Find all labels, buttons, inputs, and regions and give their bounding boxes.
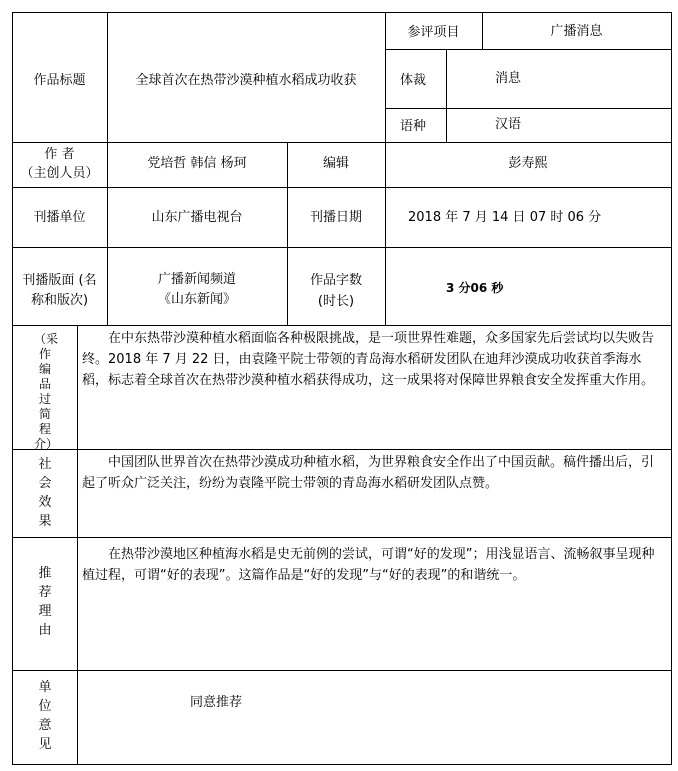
language-label: 语种 <box>400 119 427 134</box>
effect-label: 社会效果 <box>38 457 52 529</box>
length-label: 作品字数 <box>309 273 362 288</box>
table-line <box>12 449 672 450</box>
table-line <box>77 325 78 764</box>
title-value: 全球首次在热带沙漠种植水稻成功收获 <box>135 73 357 88</box>
genre-label: 体裁 <box>400 73 427 88</box>
opinion-label: 单位意见 <box>38 680 52 752</box>
edition-label: 刊播版面 (名 <box>22 273 97 288</box>
edition-value-sub: 《山东新闻》 <box>157 292 236 307</box>
language-value: 汉语 <box>495 117 522 132</box>
opinion-text: 同意推荐 <box>190 695 243 710</box>
process-text: 在中东热带沙漠种植水稻面临各种极限挑战，是一项世界性难题，众多国家先后尝试均以失败告终。2018 年 7 月 22 日，由袁隆平院士带领的青岛海水稻研发团队在迪拜沙漠成功收获首季海水稻，标志着全球首次在热带沙漠种植水稻获得成功，这一成果将对保障世界粮食安全发挥重大作用。 <box>82 331 655 388</box>
length-value: 3 分06 秒 <box>446 281 504 295</box>
length-label-sub: (时长) <box>317 294 355 309</box>
table-line <box>446 49 447 142</box>
table-line <box>12 670 672 671</box>
table-line <box>12 247 672 248</box>
table-line <box>12 187 672 188</box>
editor-label: 编辑 <box>322 156 349 171</box>
edition-label-sub: 称和版次) <box>30 293 89 308</box>
process-label: （采作编品过简程介） <box>34 332 59 451</box>
edition-value: 广播新闻频道 <box>157 272 236 287</box>
author-label-sub: （主创人员） <box>20 166 99 181</box>
reason-text: 在热带沙漠地区种植海水稻是史无前例的尝试，可谓“好的发现”；用浅显语言、流畅叙事呈现种植过程，可谓“好的表现”。这篇作品是“好的发现”与“好的表现”的和谐统一。 <box>82 547 655 583</box>
editor-value: 彭寿熙 <box>508 156 548 171</box>
table-line <box>671 12 672 765</box>
category-value: 广播消息 <box>550 24 603 39</box>
table-line <box>385 49 672 50</box>
genre-value: 消息 <box>495 71 522 86</box>
author-label: 作 者 <box>44 147 75 162</box>
table-line <box>12 325 672 326</box>
table-line <box>12 12 672 13</box>
date-label: 刊播日期 <box>309 210 362 225</box>
reason-label: 推荐理由 <box>38 566 52 638</box>
publisher-label: 刊播单位 <box>33 210 86 225</box>
category-label: 参评项目 <box>407 25 460 40</box>
title-label: 作品标题 <box>33 73 86 88</box>
author-value: 党培哲 韩信 杨珂 <box>147 156 247 171</box>
table-line <box>12 142 672 143</box>
publisher-value: 山东广播电视台 <box>151 210 243 225</box>
table-line <box>385 108 672 109</box>
table-line <box>12 537 672 538</box>
date-value: 2018 年 7 月 14 日 07 时 06 分 <box>408 210 602 225</box>
table-line <box>12 12 13 765</box>
effect-text: 中国团队世界首次在热带沙漠成功种植水稻，为世界粮食安全作出了中国贡献。稿件播出后，引起了听众广泛关注，纷纷为袁隆平院士带领的青岛海水稻研发团队点赞。 <box>82 455 655 491</box>
table-line <box>12 764 672 765</box>
